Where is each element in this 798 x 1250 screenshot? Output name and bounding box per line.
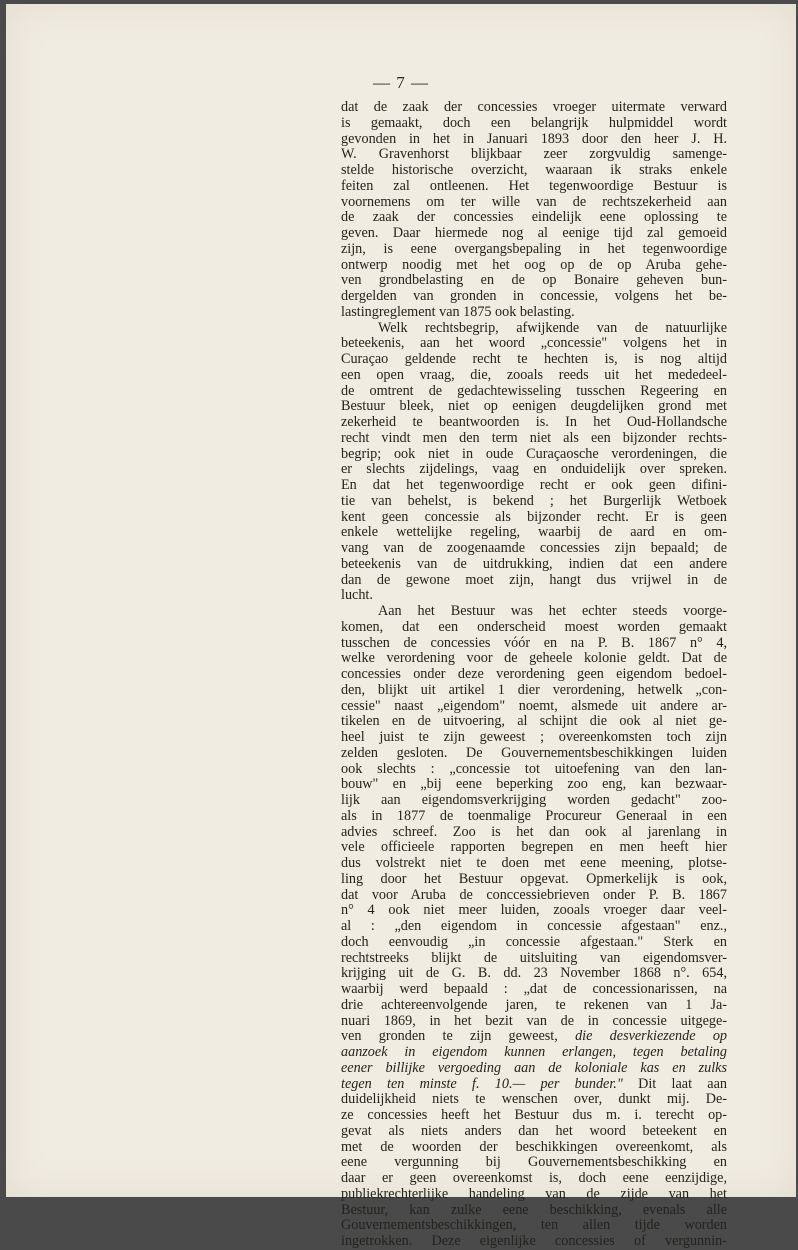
text-line: tusschen de concessies vóór en na P. B. 1867 n° 4, xyxy=(341,634,727,651)
text-line: dus volstrekt niet te doen met eene meening, plotse- xyxy=(341,855,727,871)
text-line: ven gronden te zijn geweest, die desverkiezende op xyxy=(341,1028,728,1045)
text-line: recht vindt men den term niet als een bijzonder rechts- xyxy=(341,429,727,446)
text-line: drie achtereenvolgende jaren, te rekenen van 1 Ja- xyxy=(341,996,727,1013)
text-line: Aan het Bestuur was het echter steeds voorge- xyxy=(378,603,727,619)
text-line: Curaçao geldende recht te hechten is, is nog altijd xyxy=(341,351,727,367)
body-text xyxy=(341,100,727,1250)
text-line: lucht. xyxy=(341,587,373,604)
text-line: er slechts zijdelings, vaag en onduidelijk over spreken. xyxy=(341,461,727,478)
text-line: Welk rechtsbegrip, afwijkende van de natuurlijke xyxy=(378,319,727,336)
text-line: heel juist te zijn geweest ; overeenkomsten toch zijn xyxy=(341,729,727,745)
text-line: nuari 1869, in het bezit van de in concessie uitgege- xyxy=(341,1012,727,1029)
text-line: cessie" naast „eigendom" noemt, alsmede uit andere ar- xyxy=(341,697,727,714)
text-line: publiekrechterlijke handeling van de zijde van het xyxy=(341,1185,727,1202)
text-line: dat de zaak der concessies vroeger uitermate verward xyxy=(341,99,727,115)
text-line: zelden gesloten. De Gouvernementsbeschikkingen luiden xyxy=(341,744,727,761)
text-line: beteekenis, aan het woord „concessie" volgens het in xyxy=(341,335,727,352)
text-line: tikelen en de uitvoering, al schijnt die ook al niet ge- xyxy=(341,713,727,730)
text-line: Bestuur, kan zulke eene beschikking, evenals alle xyxy=(341,1201,727,1218)
text-line: den, blijkt uit artikel 1 dier verordening, hetwelk „con- xyxy=(341,681,727,698)
text-line: met de woorden der beschikkingen overeenkomt, als xyxy=(341,1138,727,1155)
text-line: beteekenis van de uitdrukking, indien dat een andere xyxy=(341,555,727,572)
text-line: begrip; ook niet in oude Curaçaosche verordeningen, die xyxy=(341,445,727,462)
text-line: ze concessies heeft het Bestuur dus m. i. terecht op- xyxy=(341,1107,727,1123)
text-line: bouw" en „bij eene beperking zoo eng, kan bezwaar- xyxy=(341,776,727,793)
text-line: komen, dat een onderscheid moest worden gemaakt xyxy=(341,618,727,635)
text-line: dergelden van gronden in concessie, volgens het be- xyxy=(341,288,727,304)
text-line: stelde historische overzicht, waaraan ik straks enkele xyxy=(341,162,727,178)
text-line: eene vergunning bij Gouvernementsbeschikking en xyxy=(341,1154,727,1171)
text-line: aanzoek in eigendom kunnen erlangen, tegen betaling xyxy=(341,1044,727,1060)
text-line: doch eenvoudig „in concessie afgestaan." Sterk en xyxy=(341,933,727,950)
text-line: zekerheid te beantwoorden is. In het Oud-Hollandsche xyxy=(341,414,727,430)
text-line: ook slechts : „concessie tot uitoefening van den lan- xyxy=(341,760,727,777)
text-line: concessies onder deze verordening geen eigendom bedoel- xyxy=(341,666,727,682)
text-line: En dat het tegenwoordige recht er ook geen difini- xyxy=(341,477,727,493)
text-line: als in 1877 de toenmalige Procureur Generaal in een xyxy=(341,807,727,824)
text-line: vang van de zoogenaamde concessies zijn bepaald; de xyxy=(341,540,727,556)
text-line: de zaak der concessies eindelijk eene oplossing te xyxy=(341,209,727,226)
text-line: duidelijkheid niets te wenschen over, dunkt mij. De- xyxy=(341,1091,727,1108)
text-line: ling door het Bestuur opgevat. Opmerkelijk is ook, xyxy=(341,870,727,887)
document-page xyxy=(6,4,796,1249)
text-line: voornemens om ter wille van de rechtszekerheid aan xyxy=(341,193,727,210)
text-line: Gouvernementsbeschikkingen, ten allen tijde worden xyxy=(341,1217,727,1234)
text-line: dan de gewone moet zijn, hangt dus vrijwel in de xyxy=(341,571,727,588)
text-line: krijging uit de G. B. dd. 23 November 1868 n°. 654, xyxy=(341,965,727,982)
text-line: waarbij werd bepaald : „dat de concessionarissen, na xyxy=(341,981,727,997)
text-line: lijk aan eigendomsverkrijging worden gedacht" zoo- xyxy=(341,792,727,808)
text-line: daar er geen overeenkomst is, doch eene eenzijdige, xyxy=(341,1170,727,1186)
text-line: zijn, is eene overgangsbepaling in het tegenwoordige xyxy=(341,240,727,257)
text-line: gevat als niets anders dan het woord beteekent en xyxy=(341,1122,727,1139)
text-line: rechtstreeks blijkt de uitsluiting van eigendomsver- xyxy=(341,949,727,966)
text-line: geven. Daar hiermede nog al eenige tijd zal gemoeid xyxy=(341,225,727,241)
text-line: een open vraag, die, zooals reeds uit het mededeel- xyxy=(341,366,727,383)
text-line: Bestuur bleek, niet op eenigen deugdelijken grond met xyxy=(341,398,727,415)
text-line: gevonden in het in Januari 1893 door den heer J. H. xyxy=(341,130,727,147)
text-line: tegen ten minste f. 10.— per bunder." Dit laat aan xyxy=(341,1075,727,1092)
text-line: welke verordening voor de geheele kolonie geldt. Dat de xyxy=(341,650,727,667)
text-line: feiten zal ontleenen. Het tegenwoordige Bestuur is xyxy=(341,177,727,194)
text-line: enkele wettelijke regeling, waarbij de aard en om- xyxy=(341,524,727,541)
text-line: W. Gravenhorst blijkbaar zeer zorgvuldig samenge- xyxy=(341,146,727,163)
text-line: ontwerp noodig met het oog op de op Aruba gehe- xyxy=(341,256,727,273)
text-line: lastingreglement van 1875 ook belasting. xyxy=(341,303,575,320)
page-number: — 7 — xyxy=(373,73,429,92)
text-line: n° 4 ook niet meer luiden, zooals vroeger daar veel- xyxy=(341,902,727,919)
text-line: de omtrent de gedachtewisseling tusschen Regeering en xyxy=(341,382,727,399)
text-line: al : „den eigendom in concessie afgestaan" enz., xyxy=(341,918,727,934)
text-line: is gemaakt, doch een belangrijk hulpmiddel wordt xyxy=(341,114,727,131)
text-line: eener billijke vergoeding aan de koloniale kas en zulks xyxy=(341,1059,727,1076)
text-line: vele officieele rapporten begrepen en men heeft hier xyxy=(341,839,727,856)
text-line: ven grondbelasting en de op Bonaire geheven bun- xyxy=(341,272,727,289)
text-line: ingetrokken. Deze eigenlijke concessies of vergunnin- xyxy=(341,1233,727,1249)
text-line: dat voor Aruba de conccessiebrieven onder P. B. 1867 xyxy=(341,886,727,903)
text-line: advies schreef. Zoo is het dan ook al jarenlang in xyxy=(341,823,727,840)
text-line: tie van behelst, is bekend ; het Burgerlijk Wetboek xyxy=(341,492,727,509)
text-line: kent geen concessie als bijzonder recht. Er is geen xyxy=(341,508,727,525)
